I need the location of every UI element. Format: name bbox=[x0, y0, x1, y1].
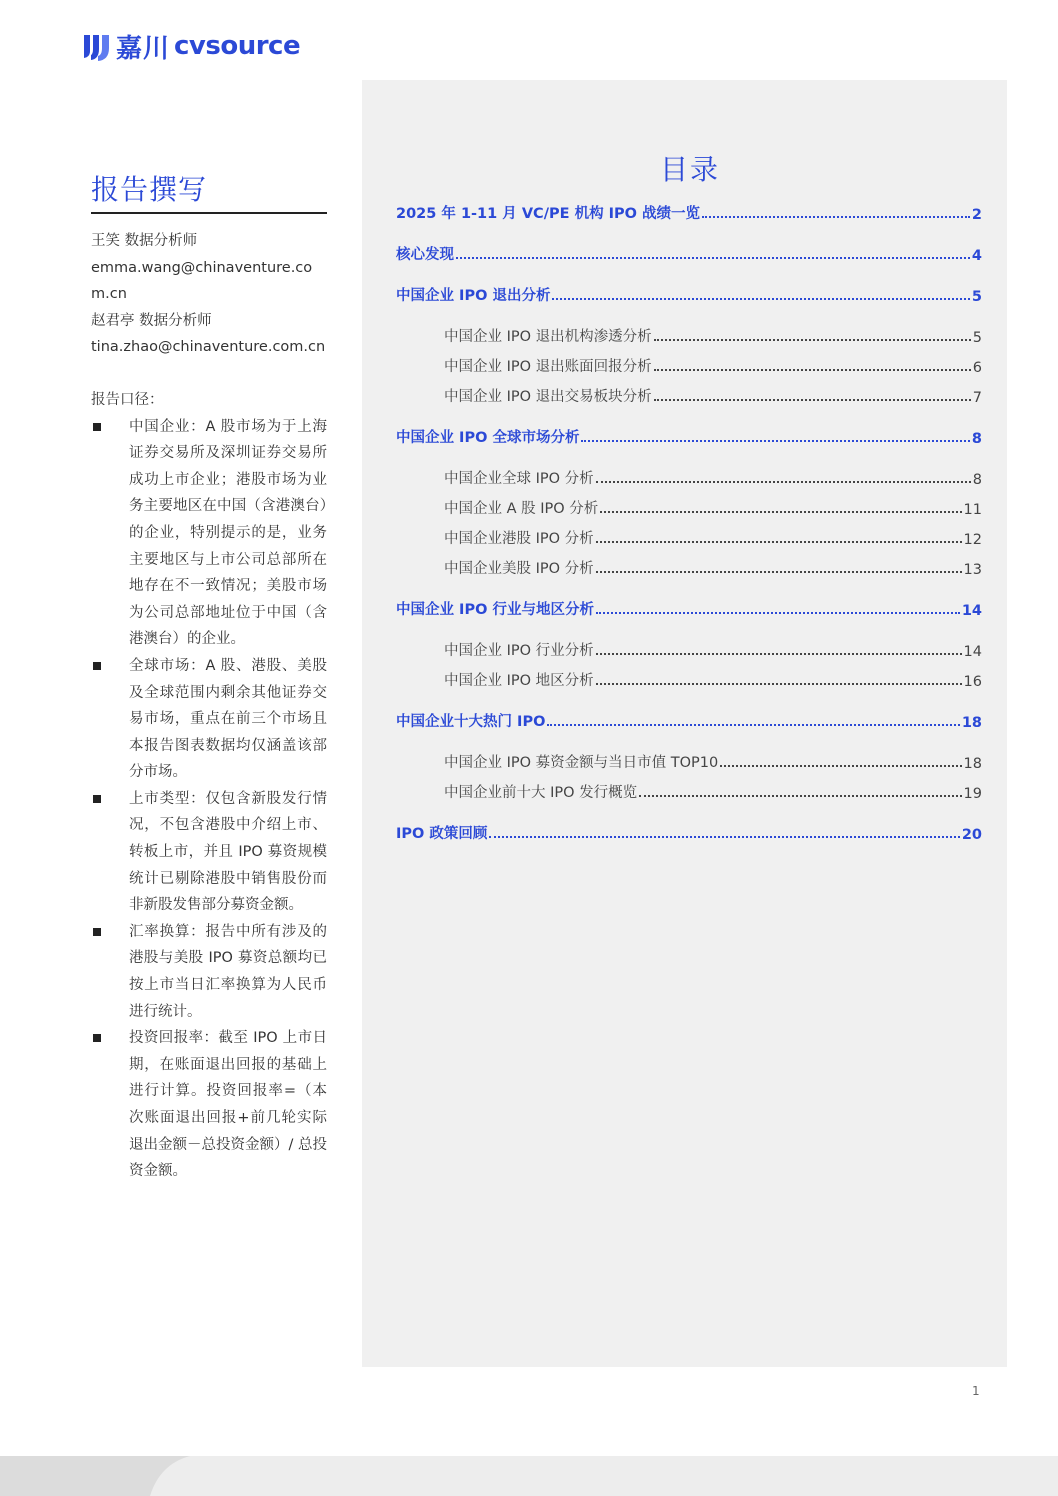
toc-entry-a-share-ipo[interactable] bbox=[444, 496, 982, 518]
toc-leader-dots bbox=[600, 511, 961, 513]
caliber-item bbox=[91, 1025, 327, 1185]
toc-entry-text: 中国企业前十大 IPO 发行概览 bbox=[444, 785, 638, 801]
toc-entry-page: 5 bbox=[971, 289, 982, 305]
toc-leader-dots bbox=[596, 653, 962, 655]
cvsource-logo-icon bbox=[82, 31, 112, 61]
toc-entry-text: 中国企业 IPO 退出机构渗透分析 bbox=[444, 329, 652, 345]
toc-entry-exit-analysis[interactable] bbox=[396, 283, 982, 305]
authors-block bbox=[91, 228, 327, 361]
toc-entry-industry-region[interactable] bbox=[396, 597, 982, 619]
toc-entry-institution-penetration[interactable] bbox=[444, 324, 982, 346]
left-column bbox=[91, 168, 327, 1185]
toc-entry-ipo-record[interactable] bbox=[396, 201, 982, 223]
authors-heading: 报告撰写 bbox=[91, 168, 327, 214]
toc-entry-page: 18 bbox=[963, 756, 982, 772]
toc-entry-page: 14 bbox=[963, 644, 982, 660]
toc-entry-page: 18 bbox=[961, 715, 982, 731]
page-number: 1 bbox=[972, 1384, 980, 1398]
toc-entry-top10-ipo[interactable] bbox=[396, 709, 982, 731]
toc-entry-industry-analysis[interactable] bbox=[444, 638, 982, 660]
toc-entry-page: 14 bbox=[961, 603, 982, 619]
caliber-item-text: 中国企业：A 股市场为于上海证券交易所及深圳证券交易所成功上市企业；港股市场为业务主要地区在中国（含港澳台）的企业，特别提示的是，业务主要地区与上市公司总部所在地存在不一致情况；美股市场为公司总部地址位于中国（含港澳台）的企业。 bbox=[129, 418, 327, 648]
toc-entry-text: 中国企业全球 IPO 分析 bbox=[444, 471, 594, 487]
toc-leader-dots bbox=[596, 541, 962, 543]
toc-entry-book-return[interactable] bbox=[444, 354, 982, 376]
toc-entry-global-market[interactable] bbox=[396, 425, 982, 447]
toc-entry-text: IPO 政策回顾 bbox=[396, 826, 488, 842]
logo-cn-text: 嘉川 bbox=[116, 33, 171, 64]
toc-entry-page: 13 bbox=[963, 562, 982, 578]
toc-entry-text: 中国企业港股 IPO 分析 bbox=[444, 531, 594, 547]
toc-entry-text: 核心发现 bbox=[396, 247, 454, 263]
toc-entry-text: 中国企业 IPO 全球市场分析 bbox=[396, 430, 580, 446]
toc-leader-dots bbox=[547, 724, 959, 726]
toc-entry-text: 中国企业 IPO 行业与地区分析 bbox=[396, 602, 594, 618]
logo-en-text: cvsource bbox=[174, 31, 301, 61]
toc-entry-text: 中国企业 IPO 行业分析 bbox=[444, 643, 594, 659]
toc-leader-dots bbox=[639, 795, 961, 797]
toc-entry-core-findings[interactable] bbox=[396, 242, 982, 264]
toc-entry-page: 20 bbox=[961, 827, 982, 843]
toc-entry-page: 6 bbox=[972, 360, 982, 376]
toc-leader-dots bbox=[596, 481, 971, 483]
square-bullet-icon bbox=[93, 928, 101, 936]
toc-entry-page: 7 bbox=[972, 390, 982, 406]
toc-entry-top10-overview[interactable] bbox=[444, 780, 982, 802]
toc-entry-page: 12 bbox=[963, 532, 982, 548]
toc-leader-dots bbox=[596, 571, 962, 573]
author-2-email: tina.zhao@chinaventure.com.cn bbox=[91, 339, 326, 356]
toc-entry-page: 5 bbox=[972, 330, 982, 346]
toc-entry-page: 11 bbox=[963, 502, 982, 518]
caliber-item-text: 投资回报率：截至 IPO 上市日期，在账面退出回报的基础上进行计算。投资回报率=（本次账面退出回报+前几轮实际退出金额－总投资金额）/ 总投资金额。 bbox=[129, 1030, 327, 1180]
caliber-item-text: 全球市场：A 股、港股、美股及全球范围内剩余其他证券交易市场，重点在前三个市场且本报告图表数据均仅涵盖该部分市场。 bbox=[129, 657, 327, 781]
toc-leader-dots bbox=[702, 216, 970, 218]
toc-leader-dots bbox=[654, 399, 971, 401]
caliber-item bbox=[91, 919, 327, 1025]
square-bullet-icon bbox=[93, 795, 101, 803]
toc-entry-page: 19 bbox=[963, 786, 982, 802]
toc-leader-dots bbox=[489, 836, 959, 838]
toc-entry-text: 2025 年 1-11 月 VC/PE 机构 IPO 战绩一览 bbox=[396, 206, 701, 222]
toc-entry-trading-board[interactable] bbox=[444, 384, 982, 406]
footer-curve-decoration bbox=[0, 1456, 190, 1496]
toc-panel bbox=[362, 80, 1007, 1367]
toc-entry-text: 中国企业 IPO 退出账面回报分析 bbox=[444, 359, 652, 375]
caliber-item bbox=[91, 653, 327, 786]
toc-entry-global-ipo[interactable] bbox=[444, 466, 982, 488]
toc-leader-dots bbox=[552, 298, 969, 300]
toc-entry-page: 4 bbox=[971, 248, 982, 264]
toc-entry-page: 8 bbox=[971, 431, 982, 447]
square-bullet-icon bbox=[93, 662, 101, 670]
toc-entry-policy-review[interactable] bbox=[396, 821, 982, 843]
toc-entry-text: 中国企业 IPO 地区分析 bbox=[444, 673, 594, 689]
toc-leader-dots bbox=[596, 612, 960, 614]
toc-entry-hk-ipo[interactable] bbox=[444, 526, 982, 548]
toc-leader-dots bbox=[654, 369, 971, 371]
toc-entry-page: 16 bbox=[963, 674, 982, 690]
toc-entry-text: 中国企业 IPO 募资金额与当日市值 TOP10 bbox=[444, 755, 719, 771]
toc-entry-text: 中国企业十大热门 IPO bbox=[396, 714, 546, 730]
toc-leader-dots bbox=[456, 257, 970, 259]
caliber-item-text: 汇率换算：报告中所有涉及的港股与美股 IPO 募资总额均已按上市当日汇率换算为人民币进行统计。 bbox=[129, 923, 327, 1020]
caliber-item-text: 上市类型：仅包含新股发行情况，不包含港股中介绍上市、转板上市，并且 IPO 募资规模统计已剔除港股中销售股份而非新股发售部分募资金额。 bbox=[129, 790, 327, 914]
toc-entry-text: 中国企业美股 IPO 分析 bbox=[444, 561, 594, 577]
toc-entry-fundraising-top10[interactable] bbox=[444, 750, 982, 772]
caliber-item bbox=[91, 414, 327, 653]
toc-title: 目录 bbox=[659, 153, 720, 186]
toc-entry-region-analysis[interactable] bbox=[444, 668, 982, 690]
caliber-list bbox=[91, 414, 327, 1185]
caliber-item bbox=[91, 786, 327, 919]
toc-entry-text: 中国企业 IPO 退出交易板块分析 bbox=[444, 389, 652, 405]
toc-entry-page: 8 bbox=[972, 472, 982, 488]
toc-leader-dots bbox=[581, 440, 969, 442]
toc-leader-dots bbox=[654, 339, 971, 341]
toc-entry-us-ipo[interactable] bbox=[444, 556, 982, 578]
square-bullet-icon bbox=[93, 423, 101, 431]
toc-leader-dots bbox=[596, 683, 962, 685]
brand-logo bbox=[82, 30, 300, 62]
square-bullet-icon bbox=[93, 1034, 101, 1042]
toc-entry-text: 中国企业 IPO 退出分析 bbox=[396, 288, 551, 304]
toc-entry-text: 中国企业 A 股 IPO 分析 bbox=[444, 501, 599, 517]
author-2-name: 赵君亭 数据分析师 bbox=[91, 312, 212, 329]
author-1-name: 王笑 数据分析师 bbox=[91, 233, 198, 249]
toc-entry-page: 2 bbox=[971, 207, 982, 223]
caliber-title: 报告口径： bbox=[91, 391, 164, 408]
author-1-email: emma.wang@chinaventure.com.cn bbox=[91, 259, 313, 303]
toc-leader-dots bbox=[720, 765, 961, 767]
